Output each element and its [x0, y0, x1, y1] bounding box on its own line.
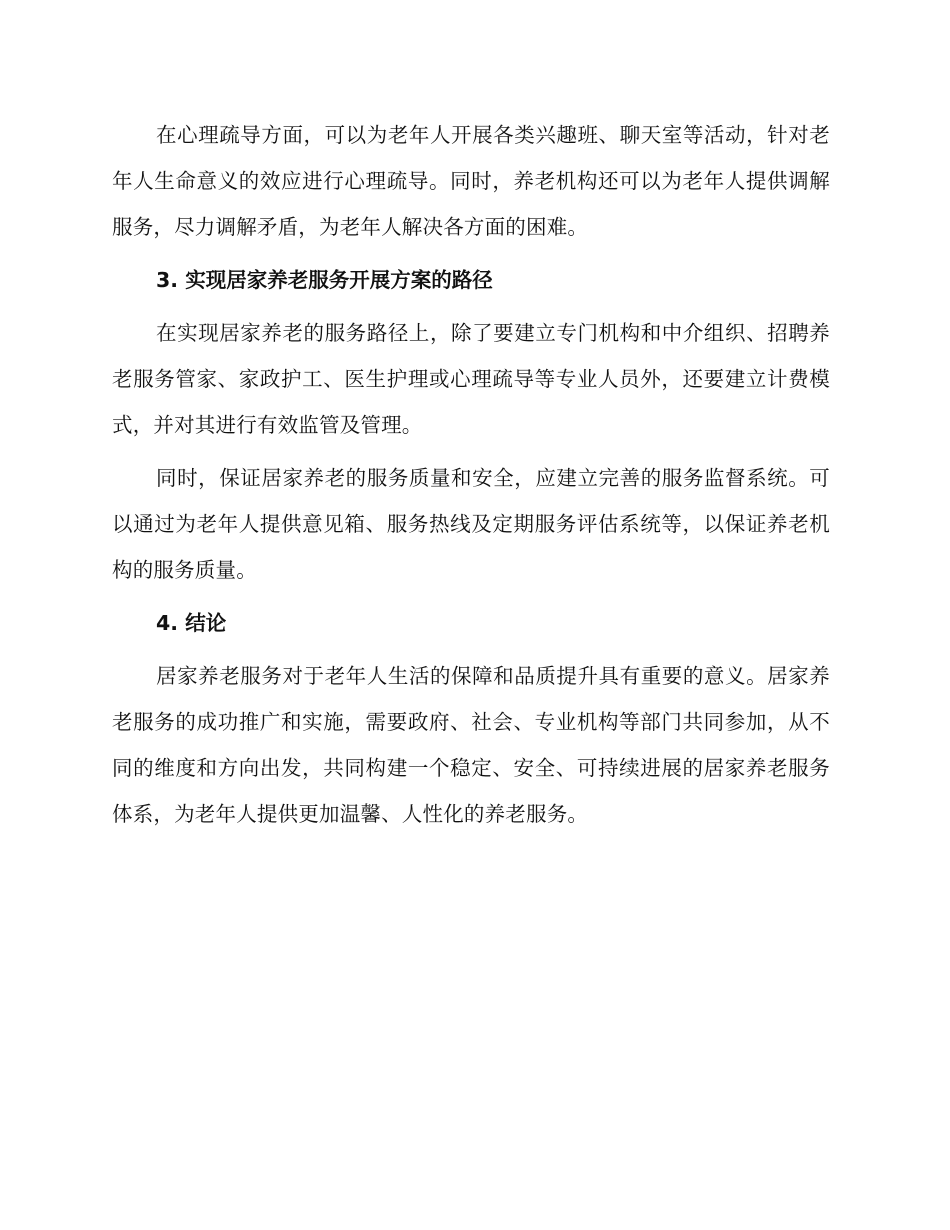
paragraph-service-path: 在实现居家养老的服务路径上，除了要建立专门机构和中介组织、招聘养老服务管家、家政护工、医生护理或心理疏导等专业人员外，还要建立计费模式，并对其进行有效监管及管理。 — [112, 321, 830, 437]
spacer — [112, 250, 830, 257]
section-heading-3: 3. 实现居家养老服务开展方案的路径 — [156, 268, 493, 292]
paragraph-psychological-counseling: 在心理疏导方面，可以为老年人开展各类兴趣班、聊天室等活动，针对老年人生命意义的效应进行心理疏导。同时，养老机构还可以为老年人提供调解服务，尽力调解矛盾，为老年人解决各方面的困难。 — [112, 123, 830, 239]
spacer — [112, 646, 830, 653]
spacer — [112, 303, 830, 310]
paragraph-conclusion: 居家养老服务对于老年人生活的保障和品质提升具有重要的意义。居家养老服务的成功推广和实施，需要政府、社会、专业机构等部门共同参加，从不同的维度和方向出发，共同构建一个稳定、安全、可持续进展的居家养老服务体系，为老年人提供更加温馨、人性化的养老服务。 — [112, 664, 830, 826]
paragraph-service-quality: 同时，保证居家养老的服务质量和安全，应建立完善的服务监督系统。可以通过为老年人提供意见箱、服务热线及定期服务评估系统等，以保证养老机构的服务质量。 — [112, 466, 830, 582]
spacer — [112, 448, 830, 455]
section-heading-4: 4. 结论 — [156, 611, 227, 635]
spacer — [112, 593, 830, 600]
